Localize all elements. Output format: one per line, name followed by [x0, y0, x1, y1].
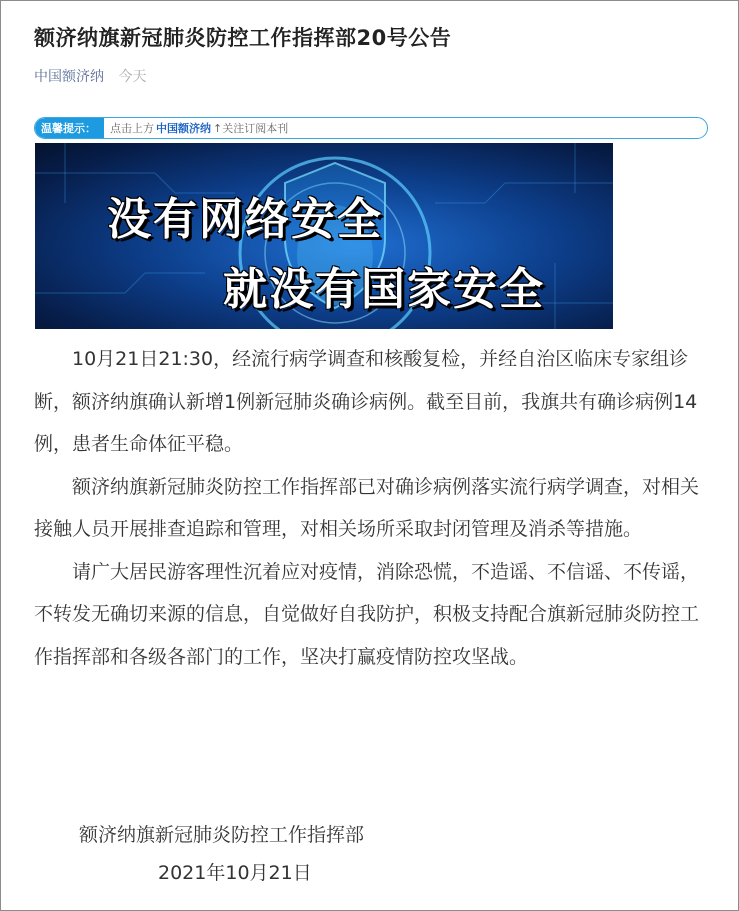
tip-tag: 温馨提示： [35, 118, 104, 138]
banner-line-1: 没有网络安全 [107, 194, 383, 245]
article-meta [34, 66, 146, 86]
security-banner-image [35, 143, 613, 329]
publish-date: 今天 [118, 69, 147, 85]
account-link[interactable]: 中国额济纳 [34, 69, 104, 85]
paragraph-1: 10月21日21:30，经流行病学调查和核酸复检，并经自治区临床专家组诊断，额济纳旗确认新增1例新冠肺炎确诊病例。截至目前，我旗共有确诊病例14例，患者生命体征平稳。 [34, 348, 698, 455]
signature-org: 额济纳旗新冠肺炎防控工作指挥部 [79, 824, 365, 846]
tip-account-link[interactable]: 中国额济纳 [156, 122, 211, 135]
paragraph-3: 请广大居民游客理性沉着应对疫情，消除恐慌，不造谣、不信谣、不传谣，不转发无确切来源的信息，自觉做好自我防护，积极支持配合旗新冠肺炎防控工作指挥部和各级各部门的工作，坚决打赢疫情防控攻坚战。 [34, 560, 700, 668]
tip-text-after: ↑关注订阅本刊 [213, 122, 289, 135]
follow-tip-bar[interactable] [34, 117, 708, 139]
article-title: 额济纳旗新冠肺炎防控工作指挥部20号公告 [34, 26, 452, 50]
signature-date: 2021年10月21日 [158, 862, 312, 884]
article-body [34, 338, 714, 678]
tip-text-before: 点击上方 [110, 122, 154, 135]
paragraph-2: 额济纳旗新冠肺炎防控工作指挥部已对确诊病例落实流行病学调查，对相关接触人员开展排查追踪和管理，对相关场所采取封闭管理及消杀等措施。 [34, 475, 700, 540]
banner-line-2: 就没有国家安全 [223, 264, 545, 315]
